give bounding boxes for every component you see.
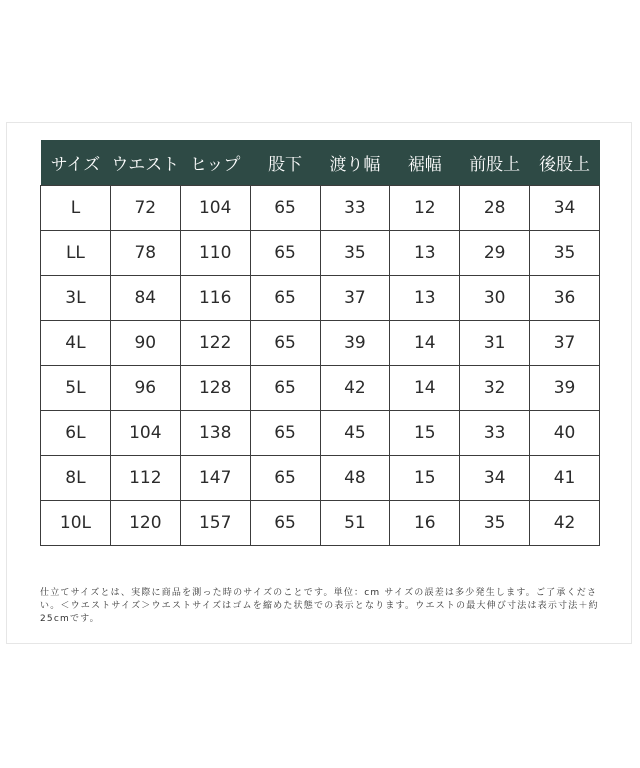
table-cell: 29 — [460, 231, 530, 276]
table-cell: L — [41, 186, 111, 231]
table-cell: 112 — [110, 456, 180, 501]
table-cell: 78 — [110, 231, 180, 276]
table-cell: 128 — [180, 366, 250, 411]
size-table — [40, 140, 600, 546]
table-cell: 35 — [460, 501, 530, 546]
table-row — [41, 276, 600, 321]
table-cell: 51 — [320, 501, 390, 546]
table-cell: 138 — [180, 411, 250, 456]
table-row — [41, 321, 600, 366]
table-cell: 96 — [110, 366, 180, 411]
table-cell: 33 — [320, 186, 390, 231]
table-cell: 120 — [110, 501, 180, 546]
table-cell: 37 — [530, 321, 600, 366]
table-cell: 35 — [530, 231, 600, 276]
header-hem-width: 裾幅 — [390, 140, 460, 186]
header-front-rise: 前股上 — [460, 140, 530, 186]
table-cell: 37 — [320, 276, 390, 321]
table-cell: 65 — [250, 231, 320, 276]
table-cell: LL — [41, 231, 111, 276]
size-note: 仕立てサイズとは、実際に商品を測った時のサイズのことです。単位：cm サイズの誤差は多少発生します。ご了承ください。＜ウエストサイズ＞ウエストサイズはゴムを縮めた状態での表示となります。ウエストの最大伸び寸法は表示寸法＋約25cmです。 — [40, 588, 599, 624]
header-waist: ウエスト — [110, 140, 180, 186]
table-row — [41, 411, 600, 456]
table-cell: 122 — [180, 321, 250, 366]
table-cell: 16 — [390, 501, 460, 546]
table-row — [41, 366, 600, 411]
table-cell: 65 — [250, 501, 320, 546]
table-cell: 35 — [320, 231, 390, 276]
table-cell: 116 — [180, 276, 250, 321]
table-cell: 65 — [250, 276, 320, 321]
table-cell: 42 — [320, 366, 390, 411]
table-header-row — [41, 140, 600, 186]
table-cell: 104 — [110, 411, 180, 456]
table-cell: 40 — [530, 411, 600, 456]
table-cell: 147 — [180, 456, 250, 501]
header-back-rise: 後股上 — [530, 140, 600, 186]
table-cell: 30 — [460, 276, 530, 321]
header-thigh-width: 渡り幅 — [320, 140, 390, 186]
table-row — [41, 231, 600, 276]
table-cell: 12 — [390, 186, 460, 231]
table-cell: 13 — [390, 276, 460, 321]
header-inseam: 股下 — [250, 140, 320, 186]
table-row — [41, 501, 600, 546]
table-cell: 41 — [530, 456, 600, 501]
table-cell: 6L — [41, 411, 111, 456]
table-row — [41, 186, 600, 231]
header-size: サイズ — [41, 140, 111, 186]
table-cell: 42 — [530, 501, 600, 546]
table-cell: 3L — [41, 276, 111, 321]
table-cell: 15 — [390, 456, 460, 501]
table-cell: 34 — [530, 186, 600, 231]
table-cell: 65 — [250, 366, 320, 411]
table-cell: 32 — [460, 366, 530, 411]
table-cell: 33 — [460, 411, 530, 456]
table-cell: 65 — [250, 321, 320, 366]
table-cell: 28 — [460, 186, 530, 231]
table-cell: 72 — [110, 186, 180, 231]
table-cell: 48 — [320, 456, 390, 501]
table-cell: 15 — [390, 411, 460, 456]
table-cell: 90 — [110, 321, 180, 366]
table-cell: 31 — [460, 321, 530, 366]
table-cell: 8L — [41, 456, 111, 501]
table-cell: 5L — [41, 366, 111, 411]
table-cell: 110 — [180, 231, 250, 276]
table-cell: 104 — [180, 186, 250, 231]
table-cell: 39 — [530, 366, 600, 411]
table-cell: 65 — [250, 186, 320, 231]
table-cell: 13 — [390, 231, 460, 276]
table-cell: 10L — [41, 501, 111, 546]
table-cell: 14 — [390, 321, 460, 366]
table-cell: 39 — [320, 321, 390, 366]
table-cell: 34 — [460, 456, 530, 501]
table-cell: 36 — [530, 276, 600, 321]
table-cell: 14 — [390, 366, 460, 411]
table-cell: 45 — [320, 411, 390, 456]
table-cell: 65 — [250, 456, 320, 501]
table-cell: 84 — [110, 276, 180, 321]
table-row — [41, 456, 600, 501]
table-cell: 4L — [41, 321, 111, 366]
header-hip: ヒップ — [180, 140, 250, 186]
table-cell: 157 — [180, 501, 250, 546]
table-cell: 65 — [250, 411, 320, 456]
